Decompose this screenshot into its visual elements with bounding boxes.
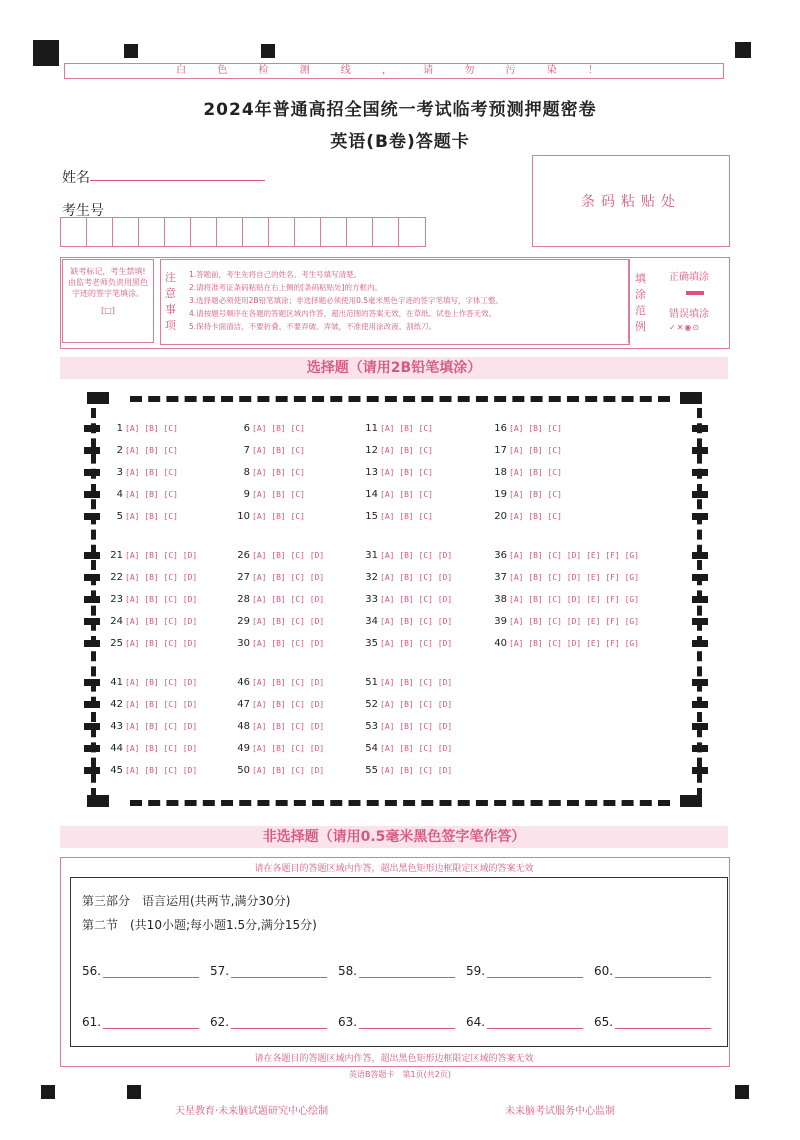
timing-mark: [692, 701, 708, 708]
missing-exam-text: 缺考标记，考生禁填!由监考老师负责用黑色字迹的签字笔填涂。: [68, 267, 148, 298]
timing-mark: [84, 596, 100, 603]
timing-mark: [692, 745, 708, 752]
timing-mark: [692, 574, 708, 581]
objective-section-title: 选择题（请用2B铅笔填涂）: [60, 357, 728, 379]
answer-blank[interactable]: [82, 1015, 199, 1029]
name-label: 姓名: [62, 170, 90, 186]
blank-line[interactable]: [231, 1016, 327, 1029]
question-number: 31: [365, 550, 378, 561]
question-item[interactable]: [107, 489, 178, 500]
question-number: 49: [237, 743, 250, 754]
blank-number: 57.: [210, 964, 230, 978]
blank-line[interactable]: [103, 1016, 199, 1029]
registration-mark: [735, 42, 751, 58]
question-number: 26: [237, 550, 250, 561]
exam-number-box[interactable]: [165, 218, 191, 246]
question-item[interactable]: [234, 616, 324, 627]
answer-options[interactable]: [A] [B] [C] [D] [E] [F] [G]: [509, 551, 640, 560]
question-item[interactable]: [234, 550, 324, 561]
timing-mark: [84, 574, 100, 581]
subjective-section-title: 非选择题（请用0.5毫米黑色签字笔作答）: [60, 826, 728, 848]
question-number: 15: [365, 511, 378, 522]
question-item[interactable]: [362, 489, 433, 500]
timing-mark: [692, 596, 708, 603]
objective-border-left: [91, 408, 96, 798]
question-number: 48: [237, 721, 250, 732]
question-number: 4: [116, 489, 123, 500]
answer-options[interactable]: [A] [B] [C] [D]: [380, 678, 453, 687]
question-number: 12: [365, 445, 378, 456]
answer-options[interactable]: [A] [B] [C] [D] [E] [F] [G]: [509, 617, 640, 626]
blank-line[interactable]: [487, 965, 583, 978]
timing-mark: [84, 425, 100, 432]
answer-options[interactable]: [A] [B] [C]: [125, 490, 178, 499]
answer-options[interactable]: [A] [B] [C] [D]: [252, 766, 325, 775]
timing-mark: [692, 723, 708, 730]
question-item[interactable]: [362, 511, 433, 522]
question-item[interactable]: [107, 467, 178, 478]
question-item[interactable]: [491, 423, 562, 434]
timing-mark: [692, 640, 708, 647]
question-item[interactable]: [234, 699, 324, 710]
question-number: 53: [365, 721, 378, 732]
question-number: 20: [494, 511, 507, 522]
answer-options[interactable]: [A] [B] [C] [D] [E] [F] [G]: [509, 639, 640, 648]
answer-options[interactable]: [A] [B] [C] [D]: [380, 700, 453, 709]
question-number: 43: [110, 721, 123, 732]
timing-mark: [692, 447, 708, 454]
question-number: 44: [110, 743, 123, 754]
question-number: 55: [365, 765, 378, 776]
timing-mark: [692, 679, 708, 686]
question-number: 5: [116, 511, 123, 522]
registration-mark: [124, 44, 138, 58]
registration-mark: [127, 1085, 141, 1099]
blank-number: 60.: [594, 964, 614, 978]
registration-mark: [87, 392, 109, 404]
question-number: 22: [110, 572, 123, 583]
timing-mark: [84, 723, 100, 730]
question-number: 41: [110, 677, 123, 688]
blank-line[interactable]: [359, 1016, 455, 1029]
answer-options[interactable]: [A] [B] [C]: [509, 424, 562, 433]
answer-options[interactable]: [A] [B] [C] [D]: [125, 617, 198, 626]
answer-blank[interactable]: [466, 964, 583, 978]
answer-options[interactable]: [A] [B] [C] [D] [E] [F] [G]: [509, 573, 640, 582]
timing-mark: [692, 469, 708, 476]
question-item[interactable]: [491, 445, 562, 456]
blank-line[interactable]: [103, 965, 199, 978]
objective-border-right: [697, 408, 702, 798]
question-number: 34: [365, 616, 378, 627]
question-item[interactable]: [362, 638, 452, 649]
question-number: 35: [365, 638, 378, 649]
question-item[interactable]: [491, 616, 639, 627]
answer-blank[interactable]: [594, 964, 711, 978]
answer-options[interactable]: [A] [B] [C] [D]: [252, 700, 325, 709]
answer-options[interactable]: [A] [B] [C] [D]: [125, 700, 198, 709]
question-number: 6: [243, 423, 250, 434]
objective-border-top: [130, 396, 670, 402]
question-item[interactable]: [107, 765, 197, 776]
question-item[interactable]: [362, 572, 452, 583]
note-item: 4.请按题号顺序在各题的答题区域内作答，超出范围的答案无效，在草纸、试卷上作答无效。: [189, 309, 497, 318]
question-number: 27: [237, 572, 250, 583]
footer-right-credit: 未来脑考试服务中心监制: [505, 1106, 615, 1117]
blank-number: 65.: [594, 1015, 614, 1029]
question-item[interactable]: [362, 699, 452, 710]
question-number: 13: [365, 467, 378, 478]
question-item[interactable]: [234, 445, 305, 456]
question-item[interactable]: [234, 572, 324, 583]
timing-mark: [84, 469, 100, 476]
blank-line[interactable]: [231, 965, 327, 978]
question-item[interactable]: [362, 594, 452, 605]
question-number: 45: [110, 765, 123, 776]
question-item[interactable]: [107, 638, 197, 649]
answer-options[interactable]: [A] [B] [C]: [252, 468, 305, 477]
answer-options[interactable]: [A] [B] [C]: [125, 468, 178, 477]
fill-correct-example: [686, 291, 704, 295]
subjective-note-bottom: 请在各题目的答题区域内作答，超出黑色矩形边框限定区域的答案无效: [254, 1054, 534, 1064]
answer-blank[interactable]: [338, 964, 455, 978]
question-number: 33: [365, 594, 378, 605]
question-item[interactable]: [234, 677, 324, 688]
exam-number-box[interactable]: [373, 218, 399, 246]
exam-number-box[interactable]: [269, 218, 295, 246]
timing-mark: [692, 767, 708, 774]
question-number: 17: [494, 445, 507, 456]
answer-options[interactable]: [A] [B] [C] [D]: [125, 744, 198, 753]
missing-exam-mark[interactable]: [□]: [101, 306, 115, 315]
fill-example-panel: [628, 259, 727, 343]
answer-options[interactable]: [A] [B] [C] [D]: [125, 595, 198, 604]
fill-wrong-label: 错误填涂: [669, 309, 709, 320]
question-number: 42: [110, 699, 123, 710]
question-number: 10: [237, 511, 250, 522]
part-three-heading: 第三部分 语言运用(共两节,满分30分): [82, 894, 291, 908]
note-item: 5.保持卡面清洁，不要折叠、不要弄破、弄皱，不准使用涂改液、刮纸刀。: [189, 322, 437, 331]
exam-number-box[interactable]: [217, 218, 243, 246]
question-number: 14: [365, 489, 378, 500]
answer-options[interactable]: [A] [B] [C]: [125, 512, 178, 521]
notes-panel: [160, 259, 630, 345]
question-item[interactable]: [491, 511, 562, 522]
question-item[interactable]: [234, 511, 305, 522]
question-number: 16: [494, 423, 507, 434]
answer-options[interactable]: [A] [B] [C] [D]: [252, 678, 325, 687]
question-number: 29: [237, 616, 250, 627]
timing-mark: [84, 513, 100, 520]
blank-number: 56.: [82, 964, 102, 978]
registration-mark: [33, 40, 59, 66]
answer-options[interactable]: [A] [B] [C] [D]: [125, 639, 198, 648]
question-number: 46: [237, 677, 250, 688]
timing-mark: [692, 491, 708, 498]
question-number: 21: [110, 550, 123, 561]
answer-options[interactable]: [A] [B] [C] [D]: [380, 639, 453, 648]
question-item[interactable]: [362, 616, 452, 627]
registration-mark: [735, 1085, 749, 1099]
question-number: 19: [494, 489, 507, 500]
question-item[interactable]: [107, 550, 197, 561]
answer-options[interactable]: [A] [B] [C]: [509, 468, 562, 477]
question-number: 23: [110, 594, 123, 605]
blank-line[interactable]: [615, 965, 711, 978]
question-item[interactable]: [362, 423, 433, 434]
note-item: 2.请将准考证条码粘贴在右上侧的[条码粘贴处]的方框内。: [189, 283, 383, 292]
question-item[interactable]: [234, 721, 324, 732]
question-number: 1: [116, 423, 123, 434]
answer-blank[interactable]: [82, 964, 199, 978]
answer-options[interactable]: [A] [B] [C] [D] [E] [F] [G]: [509, 595, 640, 604]
question-item[interactable]: [107, 677, 197, 688]
answer-blank[interactable]: [210, 1015, 327, 1029]
timing-mark: [84, 640, 100, 647]
blank-line[interactable]: [615, 1016, 711, 1029]
answer-options[interactable]: [A] [B] [C] [D]: [380, 617, 453, 626]
timing-mark: [84, 679, 100, 686]
question-number: 38: [494, 594, 507, 605]
question-number: 2: [116, 445, 123, 456]
answer-options[interactable]: [A] [B] [C]: [509, 512, 562, 521]
question-item[interactable]: [362, 721, 452, 732]
question-number: 8: [243, 467, 250, 478]
answer-options[interactable]: [A] [B] [C]: [509, 490, 562, 499]
answer-options[interactable]: [A] [B] [C]: [125, 446, 178, 455]
question-item[interactable]: [491, 550, 639, 561]
answer-blank[interactable]: [338, 1015, 455, 1029]
question-item[interactable]: [362, 550, 452, 561]
exam-number-label: 考生号: [62, 203, 104, 219]
timing-mark: [692, 513, 708, 520]
question-item[interactable]: [491, 638, 639, 649]
question-item[interactable]: [234, 638, 324, 649]
question-number: 28: [237, 594, 250, 605]
exam-number-box[interactable]: [191, 218, 217, 246]
page-title: 2024年普通高招全国统一考试临考预测押题密卷: [203, 100, 597, 120]
page-subtitle: 英语(B卷)答题卡: [330, 132, 470, 152]
answer-options[interactable]: [A] [B] [C] [D]: [380, 595, 453, 604]
answer-options[interactable]: [A] [B] [C] [D]: [252, 551, 325, 560]
blank-number: 62.: [210, 1015, 230, 1029]
question-item[interactable]: [234, 489, 305, 500]
blank-number: 63.: [338, 1015, 358, 1029]
question-number: 25: [110, 638, 123, 649]
question-item[interactable]: [491, 572, 639, 583]
exam-number-box[interactable]: [87, 218, 113, 246]
notes-list: [189, 268, 625, 333]
answer-options[interactable]: [A] [B] [C] [D]: [380, 766, 453, 775]
question-item[interactable]: [234, 467, 305, 478]
answer-options[interactable]: [A] [B] [C] [D]: [252, 722, 325, 731]
question-number: 40: [494, 638, 507, 649]
barcode-area[interactable]: 条码粘贴处: [532, 155, 730, 247]
question-item[interactable]: [107, 423, 178, 434]
answer-options[interactable]: [A] [B] [C] [D]: [125, 766, 198, 775]
blank-number: 59.: [466, 964, 486, 978]
question-item[interactable]: [491, 489, 562, 500]
answer-options[interactable]: [A] [B] [C] [D]: [252, 595, 325, 604]
note-item: 3.选择题必须使用2B铅笔填涂；非选择题必须使用0.5毫米黑色字迹的签字笔填写，字体工整。: [189, 296, 503, 305]
question-number: 3: [116, 467, 123, 478]
question-item[interactable]: [107, 616, 197, 627]
question-item[interactable]: [107, 572, 197, 583]
question-item[interactable]: [107, 445, 178, 456]
question-item[interactable]: [107, 721, 197, 732]
answer-options[interactable]: [A] [B] [C]: [380, 490, 433, 499]
timing-mark: [692, 552, 708, 559]
answer-options[interactable]: [A] [B] [C] [D]: [125, 551, 198, 560]
registration-mark: [680, 392, 702, 404]
timing-mark: [692, 618, 708, 625]
note-item: 1.答题前，考生先将自己的姓名、考生号填写清楚。: [189, 270, 362, 279]
fill-wrong-examples: ✓✕◉⊙: [669, 323, 701, 332]
answer-options[interactable]: [A] [B] [C]: [380, 424, 433, 433]
question-item[interactable]: [107, 594, 197, 605]
question-item[interactable]: [234, 765, 324, 776]
section-two-heading: 第二节 (共10小题;每小题1.5分,满分15分): [82, 918, 317, 932]
question-number: 54: [365, 743, 378, 754]
answer-options[interactable]: [A] [B] [C] [D]: [380, 573, 453, 582]
registration-mark: [261, 44, 275, 58]
exam-number-box[interactable]: [347, 218, 373, 246]
timing-mark: [84, 767, 100, 774]
answer-options[interactable]: [A] [B] [C] [D]: [380, 551, 453, 560]
question-number: 32: [365, 572, 378, 583]
exam-number-box[interactable]: [399, 218, 425, 246]
answer-options[interactable]: [A] [B] [C]: [252, 490, 305, 499]
blank-line[interactable]: [487, 1016, 583, 1029]
page-number: 英语B答题卡 第1页(共2页): [349, 1070, 451, 1079]
question-item[interactable]: [491, 594, 639, 605]
answer-options[interactable]: [A] [B] [C]: [509, 446, 562, 455]
answer-options[interactable]: [A] [B] [C] [D]: [252, 573, 325, 582]
question-number: 9: [243, 489, 250, 500]
exam-number-box[interactable]: [243, 218, 269, 246]
answer-options[interactable]: [A] [B] [C]: [125, 424, 178, 433]
answer-options[interactable]: [A] [B] [C] [D]: [125, 722, 198, 731]
answer-options[interactable]: [A] [B] [C] [D]: [125, 678, 198, 687]
question-item[interactable]: [234, 423, 305, 434]
timing-mark: [84, 552, 100, 559]
answer-options[interactable]: [A] [B] [C] [D]: [125, 573, 198, 582]
question-number: 50: [237, 765, 250, 776]
question-number: 52: [365, 699, 378, 710]
notes-title: 注意事项: [165, 271, 176, 332]
question-item[interactable]: [491, 467, 562, 478]
exam-number-box[interactable]: [61, 218, 87, 246]
question-item[interactable]: [362, 743, 452, 754]
timing-mark: [692, 425, 708, 432]
name-field[interactable]: [90, 180, 265, 181]
question-item[interactable]: [362, 467, 433, 478]
answer-blank[interactable]: [594, 1015, 711, 1029]
exam-number-boxes[interactable]: [60, 217, 426, 247]
fill-correct-label: 正确填涂: [669, 272, 709, 283]
question-item[interactable]: [107, 743, 197, 754]
question-item[interactable]: [107, 699, 197, 710]
answer-options[interactable]: [A] [B] [C] [D]: [252, 744, 325, 753]
timing-mark: [84, 618, 100, 625]
answer-options[interactable]: [A] [B] [C]: [380, 512, 433, 521]
question-number: 18: [494, 467, 507, 478]
question-number: 11: [365, 423, 378, 434]
answer-options[interactable]: [A] [B] [C] [D]: [252, 639, 325, 648]
white-detection-strip: 白 色 检 测 线 ， 请 勿 污 染 ！: [64, 63, 724, 79]
timing-mark: [84, 701, 100, 708]
exam-number-box[interactable]: [139, 218, 165, 246]
timing-mark: [84, 745, 100, 752]
blank-line[interactable]: [359, 965, 455, 978]
answer-options[interactable]: [A] [B] [C]: [252, 512, 305, 521]
question-number: 47: [237, 699, 250, 710]
answer-blank[interactable]: [210, 964, 327, 978]
answer-options[interactable]: [A] [B] [C]: [380, 468, 433, 477]
question-number: 24: [110, 616, 123, 627]
question-number: 37: [494, 572, 507, 583]
subjective-note-top: 请在各题目的答题区域内作答，超出黑色矩形边框限定区域的答案无效: [254, 864, 534, 874]
timing-mark: [84, 447, 100, 454]
timing-mark: [84, 491, 100, 498]
answer-options[interactable]: [A] [B] [C] [D]: [380, 744, 453, 753]
footer-left-credit: 天星教育·未来脑试题研究中心绘制: [175, 1106, 329, 1117]
blank-number: 64.: [466, 1015, 486, 1029]
question-number: 36: [494, 550, 507, 561]
exam-number-box[interactable]: [321, 218, 347, 246]
question-item[interactable]: [362, 765, 452, 776]
objective-border-bottom: [130, 800, 670, 806]
answer-options[interactable]: [A] [B] [C] [D]: [252, 617, 325, 626]
question-number: 7: [243, 445, 250, 456]
fill-example-title: 填涂范例: [635, 272, 646, 333]
exam-number-box[interactable]: [113, 218, 139, 246]
question-item[interactable]: [234, 743, 324, 754]
question-item[interactable]: [234, 594, 324, 605]
question-item[interactable]: [362, 445, 433, 456]
answer-options[interactable]: [A] [B] [C]: [380, 446, 433, 455]
question-item[interactable]: [362, 677, 452, 688]
answer-options[interactable]: [A] [B] [C]: [252, 446, 305, 455]
missing-exam-box: [62, 259, 154, 343]
question-number: 39: [494, 616, 507, 627]
answer-options[interactable]: [A] [B] [C] [D]: [380, 722, 453, 731]
blank-number: 58.: [338, 964, 358, 978]
exam-number-box[interactable]: [295, 218, 321, 246]
question-item[interactable]: [107, 511, 178, 522]
answer-blank[interactable]: [466, 1015, 583, 1029]
question-number: 30: [237, 638, 250, 649]
question-number: 51: [365, 677, 378, 688]
blank-number: 61.: [82, 1015, 102, 1029]
registration-mark: [41, 1085, 55, 1099]
answer-options[interactable]: [A] [B] [C]: [252, 424, 305, 433]
